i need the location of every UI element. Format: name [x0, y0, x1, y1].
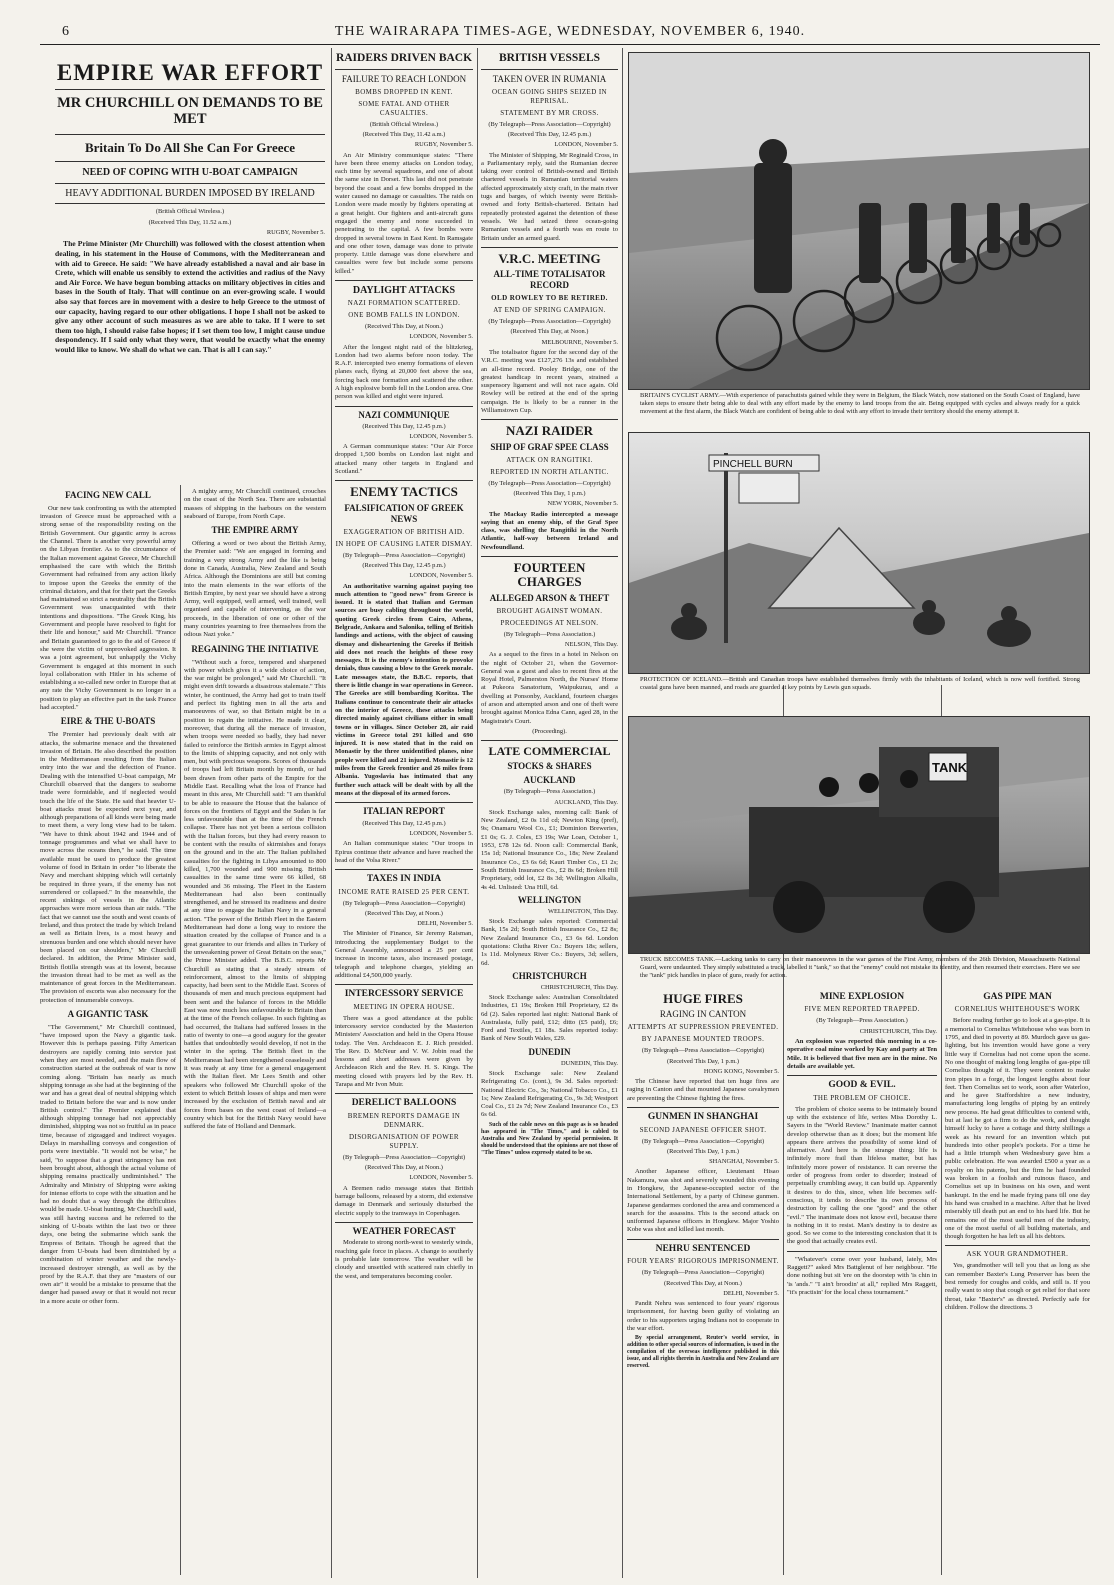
headline: GUNMEN IN SHANGHAI	[647, 1112, 759, 1123]
cyclist-army-illustration	[629, 53, 1089, 389]
truck-tank-photo	[628, 716, 1090, 954]
headline: MINE EXPLOSION	[819, 992, 905, 1002]
column-rule	[477, 48, 478, 1578]
section-heading: A GIGANTIC TASK	[67, 1009, 149, 1019]
received-line: (Received This Day, at Noon.)	[664, 1279, 742, 1287]
subheadline: ONE BOMB FALLS IN LONDON.	[348, 310, 460, 319]
headline: GOOD & EVIL.	[828, 1080, 896, 1091]
subheadline: CORNELIUS WHITEHOUSE'S WORK	[954, 1005, 1081, 1014]
source-line: (By Telegraph—Press Association—Copyright)	[488, 479, 611, 487]
divider	[335, 984, 473, 985]
dateline: LONDON, November 5.	[409, 572, 473, 580]
section-heading: FACING NEW CALL	[65, 490, 151, 500]
advertisement-text: Yes, grandmother will tell you that as long as she can remember Baxter's Lung Preserver has been the best remedy for coughs and colds, and still is. If you really want to stop that cough or get relief for that sore throat, take "Baxter's" as directed. Perfectly safe for children. Follow the directions. 3	[945, 1262, 1090, 1311]
subheadline: FAILURE TO REACH LONDON	[341, 73, 467, 84]
article-paragraph: Stock Exchange sales reported: Commercial Bank, 15s 2d; South British Insurance Co., £2 8s; New Zealand Insurance Co., £3 6s 6d. London quotations: Clutha River Co.: Buyers 18s; sellers, 1s 11d. Molyneux River Co.: Buyers, 3d; sellers, 6d.	[481, 918, 618, 967]
article-paragraph: As a sequel to the fires in a hotel in Nelson on the night of October 21, when the Governor-General was a guest and also to recent fires at the Royal Hotel, Palmerston North, the Nurses' Home at Pukeora Sanatorium, Waipukurau, and a dwelling at Ponsonby, Auckland, fourteen charges of arson and attempted arson and one of theft were brought against Monica Edna Cann, aged 28, in the Magistrate's Court.	[481, 651, 618, 725]
article-paragraph: An Italian communique states: "Our troops in Epirus continue their advance and have reached the head of the Volsa River."	[335, 840, 473, 864]
subheadline: ALLEGED ARSON & THEFT	[489, 592, 610, 603]
received-line: (Received This Day, 12.45 p.m.)	[362, 422, 446, 430]
dateline: DELHI, November 5.	[723, 1289, 779, 1297]
dateline: LONDON, November 5.	[409, 829, 473, 837]
divider	[481, 247, 618, 248]
churchill-article-col1	[40, 488, 176, 1578]
article-paragraph: There was a good attendance at the public intercessory service conducted by the Masterton Ministers' Association and held in the Opera House today. The Ven. Archdeacon E. J. Rich presided. The Rev. D. McNeur and V. W. Jobin read the lessons and short addresses were given by Archdeacon Rich and the Rev. H. S. Kings. The meeting closed with prayers led by the Rev. H. Tarapa and Mr Ivon Muir.	[335, 1014, 473, 1089]
article-paragraph: "The Government," Mr Churchill continued, "have imposed upon the Navy a gigantic task. However this is perhaps passing. Fifty American destroyers are rapidly coming into service just when they are most needed, and the main flow of construction started at the outbreak of war is now coming along. "Britain has nearly as much shipping tonnage as she had at the beginning of the war and has a great deal of neutral shipping which traded to Britain before the war and is now under British control." The Premier explained that although shipping tonnage had not appreciably diminished, shipping was not so fruitful as in peace time, because of zigzagged and indirect voyages. Delays in marshalling convoys and congestion of ports were inevitable. "It would not be wise," he said, "to suppose that a great stringency has not been brought about, although the actual volume of shipping remains practically undiminished." The Admiralty and Ministry of Shipping were asking for intense efforts to cope with the situation and he had no doubt that a way through the difficulties would be made. U-boat hunting, Mr Churchill said, was still having success and he referred to the sinking of U-boats within the last two or three days, one being the submarine which sank the Empress of Britain. Though he agreed that the danger from U-boats had been diminished by a combination of winter weather and the newly-increased destroyer strength, as well as by the proof by the R.A.F. that they are "masters of our own air" it would be a mistake to presume that the danger had passed away or that it would not recur in a more acute or other form.	[40, 1023, 176, 1305]
headline: RAIDERS DRIVEN BACK	[335, 52, 473, 64]
received-line: (Received This Day, 1 p.m.)	[666, 1147, 740, 1155]
received-line: (Received This Day, 12.45 p.m.)	[507, 130, 592, 138]
article-paragraph: Moderate to strong north-west to westerly winds, reaching gale force in places. A change to southerly is probable late tomorrow. The weather will be cloudy and unsettled with scattered rain chiefly in the west, and temperatures becoming cooler.	[335, 1239, 473, 1280]
headline: MR CHURCHILL ON DEMANDS TO BE MET	[57, 95, 323, 128]
cyclist-army-photo	[628, 52, 1090, 390]
dateline: AUCKLAND, This Day.	[554, 798, 618, 806]
divider	[627, 1239, 779, 1240]
received-line: (Received This Day, 12.45 p.m.)	[362, 819, 446, 827]
divider	[945, 1245, 1090, 1246]
dateline: HONG KONG, November 5.	[703, 1067, 779, 1075]
copyright-note: Such of the cable news on this page as is so headed has appeared in "The Times," and is cabled to Australia and New Zealand by special permission. It should be understood that the opinions are not those of "The Times" unless expressly stated to be so.	[481, 1121, 618, 1156]
headline: ITALIAN REPORT	[363, 807, 445, 818]
headline: FOURTEEN CHARGES	[513, 560, 586, 590]
dateline: LONDON, November 5.	[554, 141, 618, 149]
subheadline: DISORGANISATION OF POWER SUPPLY.	[349, 1132, 459, 1150]
source-line: (By Telegraph—Press Association—Copyright)	[488, 318, 611, 326]
column-bottom-b	[787, 990, 937, 1578]
divider	[55, 89, 325, 90]
subheadline: OLD ROWLEY TO BE RETIRED.	[491, 294, 608, 303]
subheadline: BY JAPANESE MOUNTED TROOPS.	[641, 1035, 765, 1044]
headline: BRITISH VESSELS	[498, 52, 601, 64]
dateline: SHANGHAI, November 5.	[709, 1158, 779, 1166]
photo-caption: TRUCK BECOMES TANK.—Lacking tanks to carry on their manoeuvres in the war games of the First Army, members of the 26th Division, Massachusetts National Guard, were undaunted. They simply substituted a truck, labelled it "tank," so that the "enemy" could not mistake its identity, and then resumed their exercises. Here we see the "tank" pick handles in place of guns, ready for action.	[640, 956, 1080, 979]
lead-paragraph: The Prime Minister (Mr Churchill) was followed with the closest attention when dealing, in his statement in the House of Commons, with the Mediterranean and with aid to Greece. He said: "We have already established a naval and air base in Crete, which will enable us sensibly to extend the activities and radius of the Navy and Air Force. We have begun bombing attacks on military objectives in cities and bases in the South of Italy. That will continue on an ever-growing scale. I would also say that forces are in movement with a desire to help Greece to the utmost of our capacity, having regard to our other obligations. I hope I shall not be asked to give any other account of such measures as we are able to take. If I were to set them too high, I should raise false hopes; if I set them too low, I might cause undue despondency. If I said only what they were, that would be exactly what the enemy would like to know. We shall do what we can. That is all I can say."	[55, 239, 325, 354]
dateline: CHRISTCHURCH, This Day.	[540, 983, 618, 991]
dateline: MELBOURNE, November 5.	[541, 338, 618, 346]
subheadline: SOME FATAL AND OTHER CASUALTIES.	[358, 99, 450, 117]
proceeding-note: (Proceeding).	[532, 727, 567, 735]
article-paragraph: "Whatever's come over your husband, lately, Mrs Raggett?" asked Mrs Battglenut of her neighbour. "He done nothing but sit 'ere on the doorstep with 'is chin in 'is 'ands." "I ain't broodin' at all," replied Mrs Raggett, "it's practisin' for the local chess tournament."	[787, 1255, 937, 1296]
received-line: (Received This Day, 11.42 a.m.)	[362, 130, 446, 138]
subheadline: MEETING IN OPERA HOUSE.	[353, 1002, 455, 1011]
section-heading: DUNEDIN	[528, 1046, 571, 1057]
article-paragraph: The problem of choice seems to be intimately bound up with the existence of life, writes Miss Dorothy L. Sayers in the "World Review." Inanimate matter cannot develop otherwise than as it does; but the moment life appears there arrives the possibility of some kind of alternative. And here is the strange thing: life is infinitely more frail than lifeless matter, but has infinitely more power of resistance. It can reverse the order of progress from order to disorder; instead of perpetually crumbling away, it can build up. Apparently it desires to do this, since, when life becomes self-conscious, it tends to describe its own process of destruction by calling the one "good" and the other "evil." The inanimate does not know evil, because there is nothing in it to resist. Man's destiny is to desire as good. So we come to the interesting conclusion that it is the good that actually creates evil.	[787, 1105, 937, 1246]
column-rule	[180, 485, 181, 1575]
subheadline: BREMEN REPORTS DAMAGE IN DENMARK.	[347, 1111, 461, 1129]
subheadline: BOMBS DROPPED IN KENT.	[355, 87, 453, 96]
churchill-article-col2	[184, 488, 326, 1131]
headline: NAZI RAIDER	[505, 423, 594, 439]
source-line: (British Official Wireless.)	[155, 208, 225, 216]
divider	[55, 161, 325, 162]
subheadline: REPORTED IN NORTH ATLANTIC.	[490, 467, 609, 476]
masthead	[40, 20, 1100, 45]
received-line: (Received This Day, at Noon.)	[365, 322, 443, 330]
dateline: NEW YORK, November 5.	[547, 500, 618, 508]
headline: TAXES IN INDIA	[366, 874, 442, 885]
source-line: (By Telegraph—Press Association—Copyright)	[641, 1269, 765, 1277]
subheadline: RAGING IN CANTON	[659, 1009, 747, 1020]
subheadline: FOUR YEARS' RIGOROUS IMPRISONMENT.	[627, 1257, 779, 1266]
headline: HUGE FIRES	[663, 991, 743, 1006]
headline: DAYLIGHT ATTACKS	[352, 284, 456, 296]
subheadline: THE PROBLEM OF CHOICE.	[813, 1093, 911, 1102]
divider	[335, 869, 473, 870]
divider	[627, 1107, 779, 1108]
subheadline: FIVE MEN REPORTED TRAPPED.	[804, 1005, 920, 1014]
banner-headline: EMPIRE WAR EFFORT	[56, 60, 324, 85]
article-paragraph: The Mackay Radio intercepted a message saying that an enemy ship, of the Graf Spee class, was shelling the Rangitiki in the North Atlantic, half-way between Ireland and Newfoundland.	[481, 510, 618, 551]
article-paragraph: "Without such a force, tempered and sharpened with power which gives it a wide choice of action, the war might be prolonged," said Mr Churchill. "It might even drift towards a disastrous stalemate." This winter, he continued, the Army had got to train itself and perfect its fighting men in all the arts and manoeuvres of war, so that Britain might be in a position to regain the initiative. He made it clear, moreover, that during all the menace of invasion, when troops were needed so badly, they had never failed to reinforce the British armies in Egypt almost to the limits of shipping capacity, and not only with men, but with precious weapons. Scores of thousands of troops had left Britain month by month, or had been drawn from other parts of the Empire for the Middle East. Recalling what the loss of France had meant in this area, Mr Churchill said: "I am thankful to be able to reassure the House that the balance of forces on the frontiers of Egypt and the Sudan is far less unfavourable than at the time of the French collapse. There has not yet been a serious collision with the Italian forces, but they had every reason to be content with the results of skirmishes and forays on the ground and in the air. The Italian published casualties for the fighting in Libya amounted to 800 killed, 1,700 wounded and 900 missing. British casualties in the same time were 66 killed, 68 wounded and 36 missing. The Fleet in the Eastern Mediterranean had also been continually strengthened, and he stressed its readiness and desire at any time to engage the Italian Navy in a general action. "The power of the British Fleet in the Eastern Mediterranean had done a long way to restore the situation created by the collapse of France and is a great guarantee to our friends and allies in Turkey of the unweakening power of Great Britain on the seas," the Prime Minister added. The B.B.C. reports Mr Churchill as stating that a steady stream of reinforcement, almost to the limits of shipping capacity, had been sent to the Middle East. Scores of thousands of men and much precious equipment had been sent and the balance of forces in the Middle East was now much less unfavourable to Britain than at the time of the French collapse. In such fighting as had occurred, the Italians had suffered losses in the ratio of twenty to one—a good augury for the greater battles that undoubtedly would develop, if not in the winter in the spring. The British fleet in the Mediterranean had been strengthened ceaselessly and it was ready at any time for a general engagement with the Italian fleet. Mr Lees Smith and other speakers who followed Mr Churchill spoke of the extent to which British losses of ships and men were increased by the exclusion of British naval and air forces from bases on the west coast of Ireland—a country which but for the British Navy would have suffered the fate of Holland and Denmark.	[184, 658, 326, 1131]
subheadline: STATEMENT BY MR CROSS.	[500, 108, 599, 117]
section-heading: WELLINGTON	[517, 894, 582, 905]
article-paragraph: The Minister of Finance, Sir Jeremy Raisman, introducing the supplementary Budget to the General Assembly, announced a 25 per cent increase in income taxes, also increased postage, telegraph and telephone charges, yielding an additional £4,500,000 yearly.	[335, 930, 473, 979]
subheadline: OCEAN GOING SHIPS SEIZED IN REPRISAL.	[491, 87, 608, 105]
article-paragraph: Stock Exchange sale: New Zealand Refrigerating Co. (cont.), 9s 3d. Sales reported: National Electric Co., 3s; National Tobacco Co., £1 1s; New Zealand Refrigerating Co., 9s 3d; Westport Coal Co., £1 2s 7d; New Zealand Insurance Co., £3 6s 6d.	[481, 1069, 618, 1119]
divider	[787, 1251, 937, 1252]
received-line: (Received This Day, 12.45 p.m.)	[362, 561, 446, 569]
divider	[335, 802, 473, 803]
dateline: WELLINGTON, This Day.	[548, 907, 618, 915]
dateline: DELHI, November 5.	[417, 920, 473, 928]
dateline: DUNEDIN, This Day.	[561, 1059, 618, 1067]
divider	[335, 280, 473, 281]
section-heading: AUCKLAND	[523, 775, 576, 786]
article-paragraph: Another Japanese officer, Lieutenant Hisao Nakamura, was shot and severely wounded this evening in Hongkew, the Japanese-occupied sector of the International Settlement, by a party of Chinese gunmen. Japanese gendarmes cordoned the area and commenced a search for the assassins. This is the second attack on uniformed Japanese officers in Hongkew. Major Yoshio Kobe was shot and killed last month.	[627, 1168, 779, 1234]
subheadline: EXAGGERATION OF BRITISH AID.	[343, 527, 465, 536]
newspaper-title: THE WAIRARAPA TIMES-AGE, WEDNESDAY, NOVEMBER 6, 1940.	[334, 24, 806, 39]
dateline: LONDON, November 5.	[409, 1174, 473, 1182]
section-heading: CHRISTCHURCH	[512, 970, 587, 981]
divider	[55, 203, 325, 204]
divider	[481, 69, 618, 70]
divider	[787, 1075, 937, 1076]
dateline: RUGBY, November 5.	[414, 141, 473, 149]
divider	[335, 69, 473, 70]
dateline: NELSON, This Day.	[564, 640, 618, 648]
article-paragraph: Stock Exchange sales: Australian Consolidated Industries, £1 19s; Broken Hill Proprietary, £2 8s 6d (2). Sales reported last night: National Bank of Australasia, fully paid, £12; ditto (£5 paid), £6; Ford and Textiles, £1 18s. Sales reported today: Bank of New South Wales, £29.	[481, 993, 618, 1043]
received-line: (Received This Day, at Noon.)	[510, 328, 589, 336]
column-bottom-c	[945, 990, 1090, 1578]
subheadline: IN HOPE OF CAUSING LATER DISMAY.	[335, 539, 473, 548]
subheadline: STOCKS & SHARES	[507, 761, 592, 772]
subheadline: BROUGHT AGAINST WOMAN.	[496, 606, 603, 615]
subheadline: ATTEMPTS AT SUPPRESSION PREVENTED.	[627, 1023, 779, 1032]
article-paragraph: The Chinese have reported that ten huge fires are raging in Canton and that mounted Japanese cavalrymen are preventing the Chinese fighting the fires.	[627, 1078, 779, 1102]
headline: ENEMY TACTICS	[350, 484, 458, 500]
article-paragraph: An authoritative warning against paying too much attention to "good news" from Greece is issued. It is stated that Italian and German sources are busy cabling throughout the world, quoting Greek circles from Cairo, Athens, Belgrade, Ankara and Salonika, telling of British landings and actions, with the object of causing dismay and disheartening the Greeks if British aid does not reach the heights of these rosy messages. It is the enemy's intention to provoke denials, thus causing a blow to the Greek morale. Late messages state, the B.B.C. reports, that there is little change in war operations in Greece. The Greeks are still bombarding Koritza. The Italians continue to concentrate their air attacks on the interior of Greece, these attacks being directed mainly against civilians either in small towns or in villages. Since October 28, air raid victims in Greece total 291 killed and 690 injured. It is now stated that in the raid on Monastir by the three unidentified planes, nine people were killed and 21 injured. Monastir is 12 miles from the Greek frontier and 26 miles from Albania. Yugoslavia has intimated that any further such attack will be dealt with by all the means at the disposal of its armed forces.	[335, 582, 473, 797]
article-paragraph: A German communique states: "Our Air Force dropped 1,500 bombs on London last night and attacked many other targets in England and Scotland."	[335, 443, 473, 476]
subheadline: PROCEEDINGS AT NELSON.	[500, 618, 599, 627]
article-paragraph: The totalisator figure for the second day of the V.R.C. meeting was £127,276 13s and established an all-time record. Pooley Bridge, one of the greatest handicap in recent years, strained a suspensory ligament and will not race again. Old Rowley will be retired at the end of the spring campaign. He is likely to be a runner in the Williamstown Cup.	[481, 348, 618, 415]
signpost-text: PINCHELL BURN	[713, 459, 793, 470]
subheadline: NEED OF COPING WITH U-BOAT CAMPAIGN	[82, 167, 298, 179]
article-paragraph: A mighty army, Mr Churchill continued, crouches on the coast of the North Sea. There are substantial masses of shipping in the harbours on the western seaboard of Europe, from North Cape.	[184, 488, 326, 520]
divider	[335, 480, 473, 481]
received-line: (Received This Day, at Noon.)	[365, 909, 443, 917]
article-paragraph: An Air Ministry communique states: "There have been three enemy attacks on London today, each time by several squadrons, and one of about the same size in Dorset. This last did not penetrate beyond the coast and a few bombs dropped in the water caused no damage or casualties. The raids on London were made mostly by fighters operating at a great height. Our fighters and anti-aircraft guns engaged the enemy and none succeeded in penetrating to the capital. A few bombs were dropped in several towns in East Kent. In Ramsgate and one other town, damage was done to private property. Little damage was done elsewhere and casualties were few but include some persons killed."	[335, 151, 473, 275]
subheadline: SECOND JAPANESE OFFICER SHOT.	[639, 1125, 767, 1134]
dateline: RUGBY, November 5.	[266, 229, 325, 237]
section-heading: EIRE & THE U-BOATS	[60, 716, 156, 727]
divider	[55, 134, 325, 135]
subheadline: FALSIFICATION OF GREEK NEWS	[344, 502, 464, 524]
churchill-article-lead	[55, 56, 325, 484]
subheadline: INCOME RATE RAISED 25 PER CENT.	[338, 887, 470, 896]
source-line: (By Telegraph—Press Association—Copyright)	[342, 551, 466, 559]
subheadline: AT END OF SPRING CAMPAIGN.	[493, 306, 606, 315]
subheadline: ALL-TIME TOTALISATOR RECORD	[493, 269, 606, 291]
article-paragraph: The Minister of Shipping, Mr Reginald Cross, in a Parliamentary reply, said the Rumanian decree taking over control of British-owned and British chartered vessels in Rumanian territorial waters affected approximately sixty craft, in the main river tugs and barges, of which twenty were British-owned and forty British-chartered. Britain had repeatedly protested against the detention of these vessels. We had seized three ocean-going Rumanian vessels and a fourth was en route to Britain under an armed guard.	[481, 151, 618, 242]
received-line: (Received This Day, 1 p.m.)	[666, 1057, 740, 1065]
photo-caption: BRITAIN'S CYCLIST ARMY.—With experience of parachutists gained while they were in Belgium, the Black Watch, now stationed on the South Coast of England, have taken steps to ensure their being able to deal with any effort made by the enemy to land troops from the air. Being equipped with cycles and always ready for a quick movement at the first alarm, the Black Watch are confident of being able to deal with any effort to invade their territory should the enemy attempt it.	[640, 392, 1080, 415]
truck-tank-illustration	[629, 717, 1089, 953]
iceland-camp-illustration	[629, 433, 1089, 673]
headline: INTERCESSORY SERVICE	[344, 989, 464, 1000]
received-line: (Received This Day, 11.52 a.m.)	[148, 218, 232, 226]
source-line: (By Telegraph—Press Association—Copyright)	[488, 120, 611, 128]
column-rule	[331, 48, 332, 1578]
divider	[481, 556, 618, 557]
article-paragraph: Stock Exchange sales, morning call: Bank of New Zealand, £2 0s 11d cd; Newton King (pref), 9s; Onamaru Wool Co., £1; Dominion Breweries, £1 0s; G. J. Coles, £3 19s; War Loan, October 1, 1953, £78 12s 6d. Noon call: Commercial Bank, 15s 1d; National Insurance Co., 18s; New Zealand Insurance Co., £3 6s 6d; Kauri Timber Co., £1 2s; South British Insurance Co., £2 8s 6d; Broken Hill Proprietary, odd lot, £2 8s 3d; Wellington Alkalis, 4s 4d. Unlisted: Una Hill, 6d.	[481, 808, 618, 891]
headline: NEHRU SENTENCED	[655, 1243, 751, 1254]
source-line: (By Telegraph—Press Association—Copyright)	[342, 899, 466, 907]
copyright-note: By special arrangement, Reuter's world service, in addition to other special sources of information, is used in the compilation of the overseas intelligence published in this issue, and all rights therein in Australia and New Zealand are reserved.	[627, 1335, 779, 1370]
column-bottom-a	[627, 990, 779, 1578]
source-line: (By Telegraph—Press Association—Copyright)	[641, 1047, 765, 1055]
dateline: LONDON, November 5.	[409, 432, 473, 440]
article-paragraph: The Premier had previously dealt with air attacks, the submarine menace and the threatened invasion of Britain. He also described the position in the Mediterranean resulting from the Italian entry into the war and the defection of France. Dealing with the intensified U-boat campaign, Mr Churchill observed that the dangers to seaborne trade were formidable, and if neglected would touch the life of the State. He said that heavier U-boat attacks must be expected next year, and although preparations of all kinds were being made to meet them, a very long view had to be taken. "We have to think about 1942 and 1944 and of tonnage programmes and what we shall have to move across the oceans then," he said. The time available must be used to produce the greatest volume of food in Britain in order "to liberate the Navy and merchant shipping which will certainly be required in three years, if the enemy has not surrendered or collapsed." In the meanwhile, the recent sinkings of vessels in the Atlantic approaches were more serious than air raids. "The fact that we cannot use the south and west coasts of Ireland, and thus protect the trade by which Ireland as well as Britain lives, is a most heavy and strenuous burden and one which should never have been placed on our shoulders," Mr Churchill declared. In addition, the Prime Minister said, British flotilla strength was at its lowest, because the invasion threat had to be met as well as the maintenance of great forces in the Mediterranean. The provision of escorts was also necessary for the protection of innumerable convoys.	[40, 731, 176, 1004]
source-line: (By Telegraph—Press Association.)	[503, 788, 596, 796]
column-rule	[622, 48, 623, 1578]
article-paragraph: A Bremen radio message states that British barrage balloons, released by a storm, did extensive damage in Denmark and seriously disturbed the electric supply to the tramways in Copenhagen.	[335, 1184, 473, 1217]
page-number: 6	[62, 24, 69, 39]
received-line: (Received This Day, 1 p.m.)	[513, 489, 586, 497]
article-paragraph: Offering a word or two about the British Army, the Premier said: "We are engaged in forming and training a very strong Army and the like is being done in Canada, Australia, New Zealand and South Africa. Although the Dominions are still but coming into the main elements in the war efforts of the British Empire, by next year we should have a strong Army, well equipped, well armed, well trained, well organised and capable of intervening, as the war proceeds, in the liberation of one or other of the many countries yearning to free themselves from the odious Nazi yoke."	[184, 540, 326, 639]
subheadline: TAKEN OVER IN RUMANIA	[492, 73, 607, 84]
source-line: (By Telegraph—Press Association.)	[816, 1017, 908, 1025]
subheadline: ATTACK ON RANGITIKI.	[506, 455, 593, 464]
source-line: (By Telegraph—Press Association.)	[503, 630, 596, 638]
tank-sign-text: TANK	[932, 760, 968, 775]
divider	[335, 406, 473, 407]
article-paragraph: Before reading further go to look at a gas-pipe. It is a memorial to Cornelius Whitehouse who was born in 1795, and died in poverty at 89. Murdoch gave us gas-lighting, but his invention would have gone a very little way if Cornelius had not come upon the scene. No one thought of making long lengths of gas-pipe till Cornelius thought of it. They were content to make iron pipes in a forge, the longest lengths about four feet. Then Cornelius set to work, soon after Waterloo, and he gave Staffordshire a new industry, manufacturing long lengths of piping by an entirely new process. He had great difficulties to contend with, but at last he got a firm to do the work, and thought himself lucky to have a cottage and thirty shillings a week as his reward for an invention which put hundreds into other people's pockets. For a time he had a little triumph when Wednesbury gave him a public celebration. He was awarded £500 a year as a royalty on his patents, but the firm he had founded was broken in a foolish and ruinous fiasco, and Cornelius set up in business on his own, and went bankrupt. In the end he made frying pans till one day his hand was crushed in a machine. After that he lived miserably till death put an end to his hard life. But he remains one of the most useful men of the industry, one of the most useful of all building materials, and though forgotten he has left us all his debtors.	[945, 1017, 1090, 1241]
subheadline: Britain To Do All She Can For Greece	[84, 140, 296, 156]
divider	[335, 1222, 473, 1223]
source-line: (British Official Wireless.)	[369, 120, 439, 128]
column-three	[335, 50, 473, 1575]
headline: V.R.C. MEETING	[498, 250, 601, 266]
headline: LATE COMMERCIAL	[488, 744, 611, 759]
headline: DERELICT BALLOONS	[351, 1098, 457, 1109]
subheadline: SHIP OF GRAF SPEE CLASS	[490, 441, 609, 452]
dateline: CHRISTCHURCH, This Day.	[859, 1027, 937, 1035]
subheadline: HEAVY ADDITIONAL BURDEN IMPOSED BY IRELAND	[65, 188, 315, 200]
received-line: (Received This Day, at Noon.)	[365, 1164, 443, 1172]
iceland-photo	[628, 432, 1090, 674]
dateline: LONDON, November 5.	[409, 333, 473, 341]
column-four	[481, 50, 618, 1575]
article-paragraph: An explosion was reported this morning in a co-operative coal mine worked by Kay and party at Ten Mile. It is believed that five men are in the mine. No details are available yet.	[787, 1038, 937, 1070]
source-line: (By Telegraph—Press Association—Copyright)	[342, 1153, 466, 1161]
divider	[335, 1093, 473, 1094]
section-heading: REGAINING THE INITIATIVE	[191, 643, 319, 654]
divider	[481, 419, 618, 420]
headline: WEATHER FORECAST	[352, 1226, 456, 1237]
section-heading: ASK YOUR GRANDMOTHER.	[966, 1250, 1069, 1259]
source-line: (By Telegraph—Press Association—Copyright)	[641, 1137, 765, 1145]
section-heading: THE EMPIRE ARMY	[211, 525, 299, 536]
article-paragraph: Pandit Nehru was sentenced to four years' rigorous imprisonment, for having been guilty of violating an order to his supporters urging Indians not to cooperate in the war effort.	[627, 1300, 779, 1332]
headline: GAS PIPE MAN	[983, 992, 1052, 1002]
article-paragraph: Our new task confronting us with the attempted invasion of Greece must be approached with a strong sense of the responsibility resting on the British Government. Our gigantic army is across the Channel. There is another very powerful army on the Libyan frontier. As to the circumstance of the Italian movement against Greece, Mr Churchill emphasised the care with which the British Government had refrained from any action likely to impose upon the Greeks the enmity of the criminal dictators, and that for their part the Greeks had maintained so strict a neutrality that the British Government was unacquainted with their intentions and dispositions. "The Greek King, his Government and people have resolved to fight for their life and honour," said Mr Churchill. "France and Britain guaranteed to go to the aid of Greece if she were the victim of unprovoked aggression. It was a joint agreement, but unhappily the Vichy Government is engaged at this moment in such loyal collaboration with Hitler in his scheme of establishing a so-called new order in Europe that at any rate the Vichy Government is no longer in a position to play an effective part in the task France had accepted."	[40, 504, 176, 712]
article-paragraph: After the longest night raid of the blitzkrieg, London had two alarms before noon today. The R.A.F. intercepted two enemy formations of eleven planes each, flying at 20,000 feet above the sea, forcing back one formation and scattered the other. A high explosive bomb fell in the London area. One person was killed and eight were injured.	[335, 343, 473, 401]
divider	[481, 740, 618, 741]
headline: NAZI COMMUNIQUE	[358, 409, 450, 420]
photo-caption: PROTECTION OF ICELAND.—British and Canadian troops have established themselves firmly with the inhabitants of Iceland, which is now well fortified. Strong coastal guns have been manned, and roads are guarded at key points by Lewis gun squads.	[640, 676, 1080, 691]
divider	[55, 183, 325, 184]
subheadline: NAZI FORMATION SCATTERED.	[347, 298, 461, 307]
